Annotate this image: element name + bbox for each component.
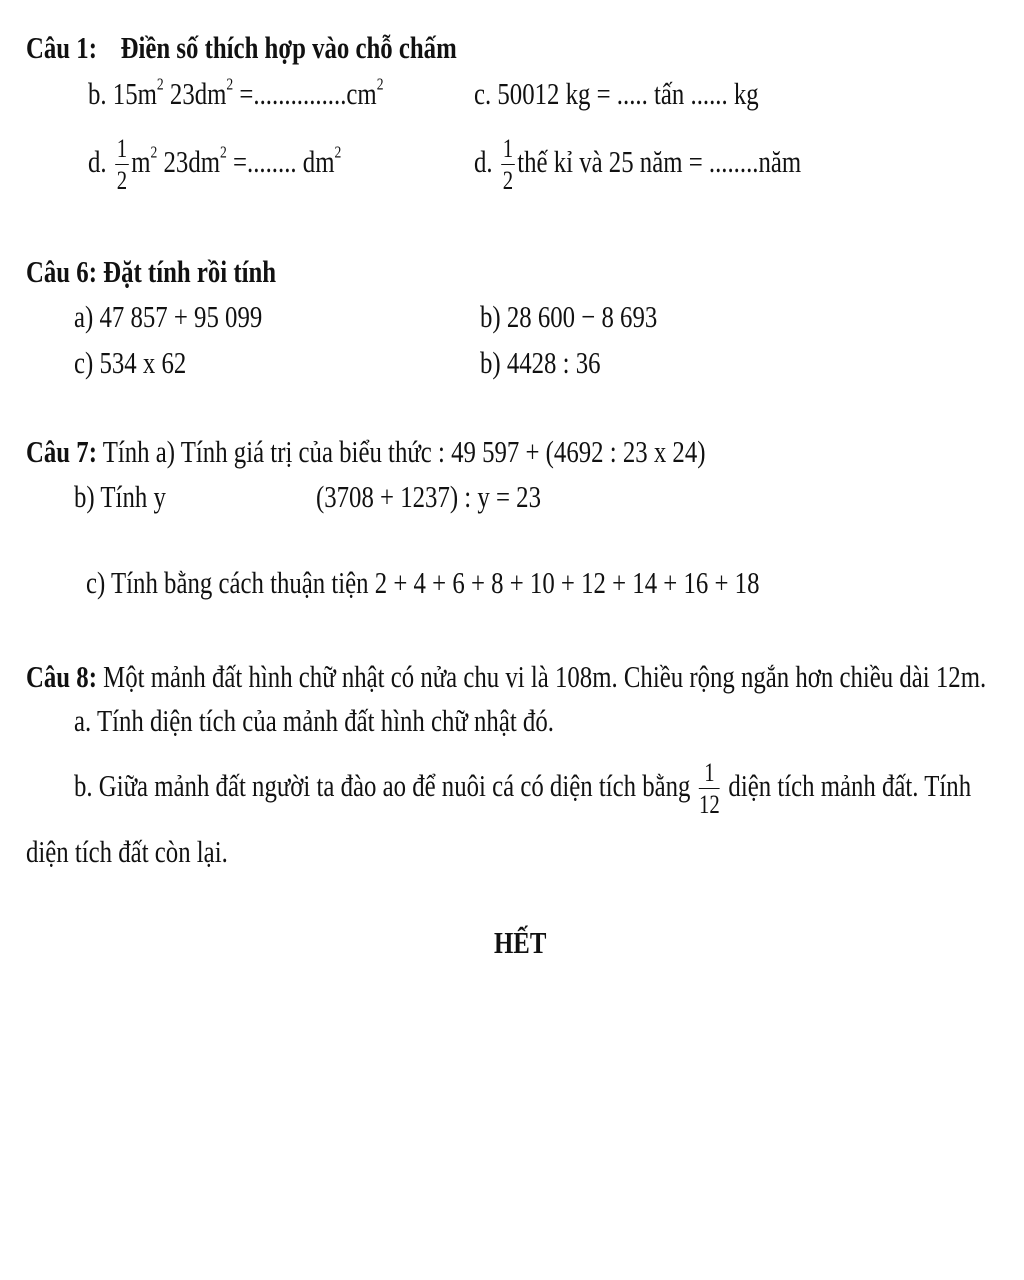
q1-d2-item xyxy=(474,132,801,194)
fraction-denominator: 2 xyxy=(502,165,514,195)
q1-d2-fraction xyxy=(501,133,515,195)
q6-d: b) 4428 : 36 xyxy=(480,345,601,380)
q1-d1-sup: 2 xyxy=(150,142,158,162)
q1-b-eq: =...............cm xyxy=(233,76,377,111)
q1-c-item: c. 50012 kg = ..... tấn ...... kg xyxy=(474,76,759,111)
q1-b-label: b. xyxy=(88,76,107,111)
end-marker: HẾT xyxy=(494,925,547,960)
q6-c: c) 534 x 62 xyxy=(74,345,187,380)
q1-b-sup: 2 xyxy=(376,74,384,94)
q8-b-post: diện tích mảnh đất. Tính xyxy=(728,768,972,803)
q1-d1-fraction xyxy=(115,133,129,195)
q1-heading: Điền số thích hợp vào chỗ chấm xyxy=(120,30,457,65)
q7-b-label: b) Tính y xyxy=(74,479,166,514)
q1-d1-dm: 23dm xyxy=(157,144,221,179)
q1-b-sup: 2 xyxy=(226,74,234,94)
q7-b-expr: (3708 + 1237) : y = 23 xyxy=(316,479,541,514)
fraction-denominator: 12 xyxy=(699,789,720,819)
q1-b-sup: 2 xyxy=(156,74,164,94)
q6-a: a) 47 857 + 95 099 xyxy=(74,299,263,334)
q7-a-text: Tính a) Tính giá trị của biểu thức : 49 597 + (4692 : 23 x 24) xyxy=(96,434,706,469)
q1-d1-m: m xyxy=(131,144,151,179)
q1-d2-text: thế kỉ và 25 năm = ........năm xyxy=(517,144,802,179)
q1-line xyxy=(26,30,457,66)
q8-line-intro xyxy=(26,659,986,695)
q8-b-fraction xyxy=(699,757,720,819)
fraction-denominator: 2 xyxy=(116,165,128,195)
q1-d1-sup: 2 xyxy=(334,142,342,162)
q6-b: b) 28 600 − 8 693 xyxy=(480,299,658,334)
q7-c: c) Tính bằng cách thuận tiện 2 + 4 + 6 + 8 + 10 + 12 + 14 + 16 + 18 xyxy=(86,565,760,600)
q1-b-m: 15m xyxy=(112,76,157,111)
fraction-numerator: 1 xyxy=(116,133,128,163)
q1-d1-label: d. xyxy=(88,144,107,179)
q7-title: Câu 7: xyxy=(26,434,97,469)
q8-b-line xyxy=(74,753,971,819)
fraction-numerator: 1 xyxy=(502,133,514,163)
fraction-numerator: 1 xyxy=(699,760,720,789)
q8-a: a. Tính diện tích của mảnh đất hình chữ nhật đó. xyxy=(74,703,554,738)
q8-intro: Một mảnh đất hình chữ nhật có nửa chu vi là 108m. Chiều rộng ngắn hơn chiều dài 12m. xyxy=(96,659,987,694)
q1-title: Câu 1: xyxy=(26,30,97,65)
q8-b-continuation: diện tích đất còn lại. xyxy=(26,834,228,869)
q1-b-dm: 23dm xyxy=(163,76,227,111)
q8-title: Câu 8: xyxy=(26,659,97,694)
q7-line-a xyxy=(26,434,705,470)
q1-d2-label: d. xyxy=(474,144,493,179)
q8-b-pre: b. Giữa mảnh đất người ta đào ao để nuôi cá có diện tích bằng xyxy=(74,768,691,803)
q6-title: Câu 6: Đặt tính rồi tính xyxy=(26,254,277,289)
q1-d1-sup: 2 xyxy=(220,142,227,162)
q1-b-item xyxy=(88,76,384,112)
q1-d1-item xyxy=(88,132,341,194)
q1-d1-eq: =........ dm xyxy=(226,144,335,179)
